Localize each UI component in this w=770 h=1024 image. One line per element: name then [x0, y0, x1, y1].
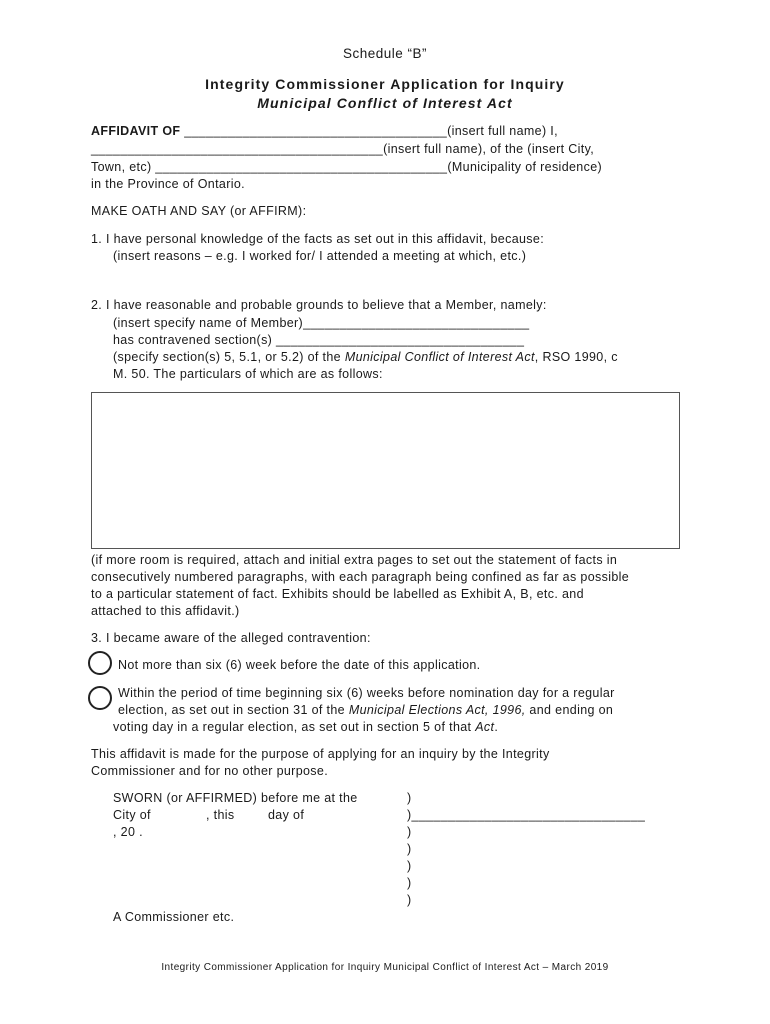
oath-statement: MAKE OATH AND SAY (or AFFIRM):	[91, 204, 307, 218]
affidavit-line-3[interactable]: Town, etc) ________________________________________(Municipality of residence)	[91, 160, 603, 174]
commissioner-label: A Commissioner etc.	[113, 910, 235, 924]
item-2-line-4: (specify section(s) 5, 5.1, or 5.2) of the Municipal Conflict of Interest Act, RSO 1990, c	[113, 350, 618, 364]
item-2-line-5: M. 50. The particulars of which are as follows:	[113, 367, 383, 381]
paren-3: )	[407, 825, 412, 839]
option-2-line-3: voting day in a regular election, as set out in section 5 of that Act.	[113, 720, 499, 734]
affidavit-line-1	[91, 124, 558, 138]
paren-7: )	[407, 893, 412, 907]
signature-line[interactable]: )________________________________	[407, 808, 646, 822]
paren-4: )	[407, 842, 412, 856]
document-title: Integrity Commissioner Application for Inquiry	[205, 76, 565, 92]
note-line-2: consecutively numbered paragraphs, with each paragraph being confined as far as possible	[91, 570, 630, 584]
option-2-line-2: election, as set out in section 31 of the Municipal Elections Act, 1996, and ending on	[118, 703, 614, 717]
purpose-line-1: This affidavit is made for the purpose of applying for an inquiry by the Integrity	[91, 747, 550, 761]
particulars-text-box[interactable]	[91, 392, 680, 549]
affiant-name-blank[interactable]: ____________________________________(insert full name) I,	[180, 124, 558, 138]
item-3-line-1: 3. I became aware of the alleged contravention:	[91, 631, 371, 645]
paren-1: )	[407, 791, 412, 805]
page-footer: Integrity Commissioner Application for Inquiry Municipal Conflict of Interest Act – March 2019	[161, 962, 609, 973]
item-1-line-2: (insert reasons – e.g. I worked for/ I attended a meeting at which, etc.)	[113, 249, 527, 263]
option-2-radio[interactable]	[88, 686, 112, 710]
affidavit-line-2[interactable]: ________________________________________(insert full name), of the (insert City,	[91, 142, 595, 156]
affidavit-line-4: in the Province of Ontario.	[91, 177, 245, 191]
affidavit-label: AFFIDAVIT OF	[91, 124, 181, 138]
purpose-line-2: Commissioner and for no other purpose.	[91, 764, 329, 778]
member-name-blank[interactable]: (insert specify name of Member)_______________________________	[113, 316, 530, 330]
document-subtitle: Municipal Conflict of Interest Act	[257, 95, 513, 111]
sections-blank[interactable]: has contravened section(s) __________________________________	[113, 333, 525, 347]
sworn-this-label: , this	[206, 808, 235, 822]
sworn-year-label: , 20 .	[113, 825, 143, 839]
paren-5: )	[407, 859, 412, 873]
item-1-line-1: 1. I have personal knowledge of the facts as set out in this affidavit, because:	[91, 232, 545, 246]
sworn-day-of-label: day of	[268, 808, 305, 822]
sworn-line-1: SWORN (or AFFIRMED) before me at the	[113, 791, 358, 805]
sworn-city-label: City of	[113, 808, 151, 822]
option-1-label: Not more than six (6) week before the date of this application.	[118, 658, 481, 672]
option-2-line-1: Within the period of time beginning six (6) weeks before nomination day for a regular	[118, 686, 615, 700]
item-2-line-1: 2. I have reasonable and probable grounds to believe that a Member, namely:	[91, 298, 547, 312]
schedule-label: Schedule “B”	[342, 46, 428, 61]
note-line-3: to a particular statement of fact. Exhibits should be labelled as Exhibit A, B, etc. and	[91, 587, 584, 601]
option-1-radio[interactable]	[88, 651, 112, 675]
paren-6: )	[407, 876, 412, 890]
note-line-1: (if more room is required, attach and initial extra pages to set out the statement of facts in	[91, 553, 618, 567]
note-line-4: attached to this affidavit.)	[91, 604, 240, 618]
